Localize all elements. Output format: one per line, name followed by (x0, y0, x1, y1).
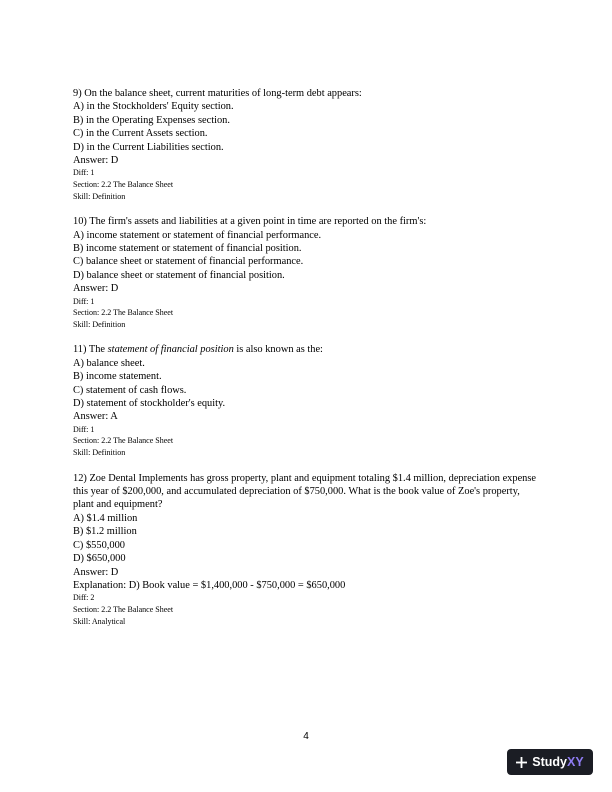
plus-icon (516, 757, 527, 768)
difficulty: Diff: 1 (73, 296, 95, 306)
explanation: Explanation: D) Book value = $1,400,000 - $750,000 = $650,000 (73, 579, 346, 591)
brand-logo (532, 755, 583, 769)
answer-option-a: A) $1.4 million (73, 512, 138, 524)
answer-option-c: C) in the Current Assets section. (73, 128, 208, 140)
skill-label: Skill: Definition (73, 191, 126, 201)
brand-main: Study (532, 755, 568, 769)
question-stem (73, 343, 543, 356)
correct-answer: Answer: A (73, 411, 118, 423)
skill-label: Skill: Definition (73, 448, 126, 458)
skill-label: Skill: Definition (73, 319, 126, 329)
question-11 (73, 343, 543, 458)
question-stem: 10) The firm's assets and liabilities at a given point in time are reported on the firm's: (73, 216, 427, 228)
section-label: Section: 2.2 The Balance Sheet (73, 308, 174, 318)
question-10 (73, 215, 543, 330)
answer-option-d: D) in the Current Liabilities section. (73, 141, 224, 153)
correct-answer: Answer: D (73, 283, 119, 295)
answer-option-a: A) in the Stockholders' Equity section. (73, 101, 234, 113)
question-list (73, 87, 543, 640)
answer-option-b: B) $1.2 million (73, 526, 137, 538)
correct-answer: Answer: D (73, 566, 119, 578)
section-label: Section: 2.2 The Balance Sheet (73, 436, 174, 446)
correct-answer: Answer: D (73, 155, 119, 167)
stem-prefix: 11) The (73, 344, 108, 356)
difficulty: Diff: 2 (73, 593, 95, 603)
section-label: Section: 2.2 The Balance Sheet (73, 604, 174, 614)
answer-option-d: D) $650,000 (73, 553, 126, 565)
answer-option-d: D) balance sheet or statement of financial position. (73, 269, 285, 281)
page-number: 4 (303, 731, 309, 742)
studyxy-badge[interactable] (507, 749, 593, 775)
answer-option-b: B) income statement. (73, 371, 162, 383)
answer-option-c: C) balance sheet or statement of financial performance. (73, 256, 304, 268)
answer-option-b: B) in the Operating Expenses section. (73, 114, 230, 126)
answer-option-a: A) income statement or statement of financial performance. (73, 229, 322, 241)
answer-option-c: C) $550,000 (73, 539, 125, 551)
stem-italic-term: statement of financial position (107, 344, 234, 356)
question-stem: 12) Zoe Dental Implements has gross property, plant and equipment totaling $1.4 million, depreciation expense this year of $200,000, and accumulated depreciation of $750,000. What is the book value of Zoe's property, plant and equipment? (73, 472, 537, 511)
question-9 (73, 87, 543, 202)
question-stem: 9) On the balance sheet, current maturities of long-term debt appears: (73, 88, 362, 99)
difficulty: Diff: 1 (73, 168, 95, 178)
brand-accent: XY (567, 755, 584, 769)
stem-suffix: is also known as the: (233, 344, 323, 356)
answer-option-d: D) statement of stockholder's equity. (73, 398, 226, 410)
question-12 (73, 472, 543, 627)
answer-option-b: B) income statement or statement of financial position. (73, 243, 302, 255)
answer-option-a: A) balance sheet. (73, 357, 145, 369)
answer-option-c: C) statement of cash flows. (73, 384, 187, 396)
difficulty: Diff: 1 (73, 424, 95, 434)
section-label: Section: 2.2 The Balance Sheet (73, 180, 174, 190)
skill-label: Skill: Analytical (73, 616, 126, 626)
